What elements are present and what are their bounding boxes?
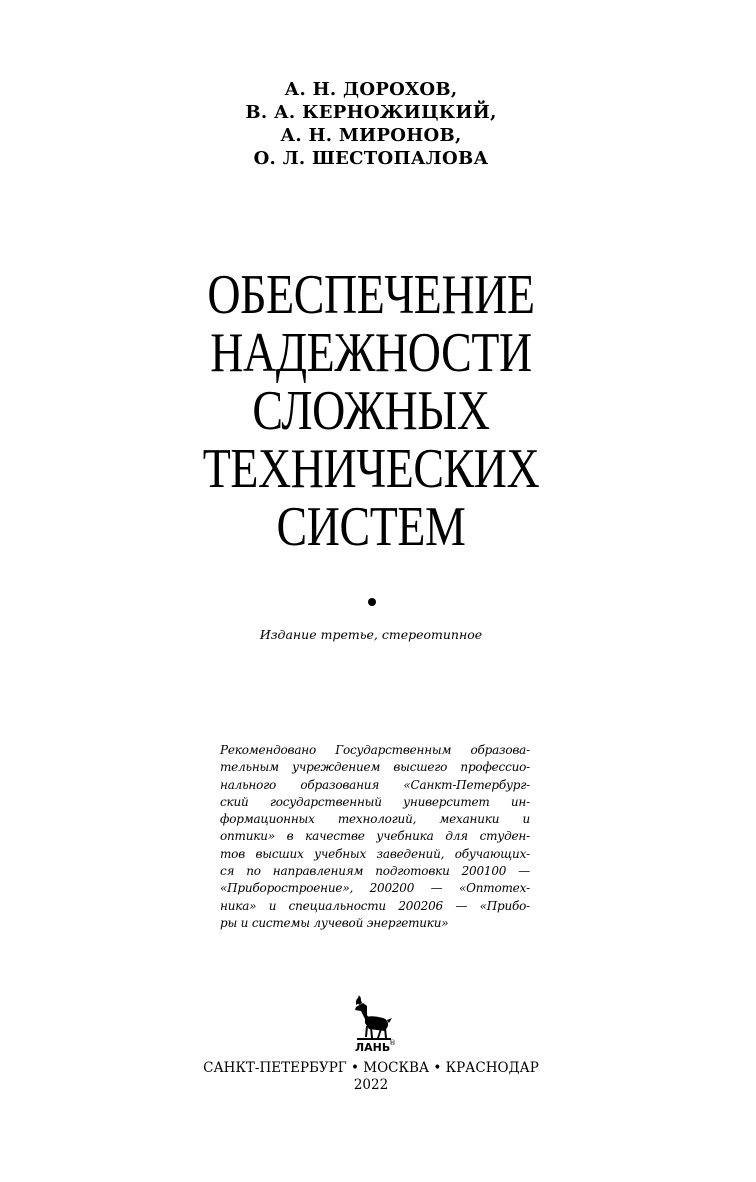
recommendation-line: тов высших учебных заведений, обучающих- — [220, 846, 530, 861]
author-name: В. А. КЕРНОЖИЦКИЙ, — [245, 102, 497, 123]
title-line: СИСТЕМ — [276, 496, 466, 558]
recommendation-block — [220, 742, 530, 932]
recommendation-line: «Приборостроение», 200200 — «Оптотех- — [220, 881, 530, 896]
recommendation-line: тельным учреждением высшего профессио- — [220, 760, 530, 775]
authors-block — [0, 78, 742, 170]
author-name: О. Л. ШЕСТОПАЛОВА — [253, 148, 489, 169]
recommendation-line: оптики» в качестве учебника для студен- — [220, 829, 530, 844]
recommendation-line: ры и системы лучевой энергетики» — [220, 915, 449, 930]
title-line: НАДЕЖНОСТИ — [210, 322, 532, 384]
title-line: ТЕХНИЧЕСКИХ — [202, 438, 540, 500]
recommendation-line: нального образования «Санкт-Петербург- — [220, 777, 530, 792]
recommendation-line: ся по направлениям подготовки 200100 — — [220, 864, 530, 879]
publisher-cities: САНКТ-ПЕТЕРБУРГ • МОСКВА • КРАСНОДАР — [203, 1060, 539, 1076]
deer-logo-icon — [347, 993, 397, 1053]
book-title — [0, 266, 742, 556]
title-line: СЛОЖНЫХ — [252, 380, 490, 442]
recommendation-line: Рекомендовано Государственным образова- — [220, 743, 530, 757]
logo-registered-mark: ® — [389, 1039, 396, 1047]
author-name: А. Н. МИРОНОВ, — [280, 125, 462, 146]
recommendation-line: формационных технологий, механики и — [220, 812, 530, 827]
bullet-separator — [368, 598, 376, 606]
logo-text: ЛАНЬ — [355, 1041, 391, 1053]
recommendation-line: ский государственный университет ин- — [220, 794, 530, 809]
author-name: А. Н. ДОРОХОВ, — [284, 79, 458, 100]
edition-note: Издание третье, стереотипное — [259, 627, 483, 642]
publication-year: 2022 — [353, 1077, 389, 1093]
recommendation-line: ника» и специальности 200206 — «Прибо- — [220, 898, 530, 913]
title-line: ОБЕСПЕЧЕНИЕ — [207, 264, 535, 326]
